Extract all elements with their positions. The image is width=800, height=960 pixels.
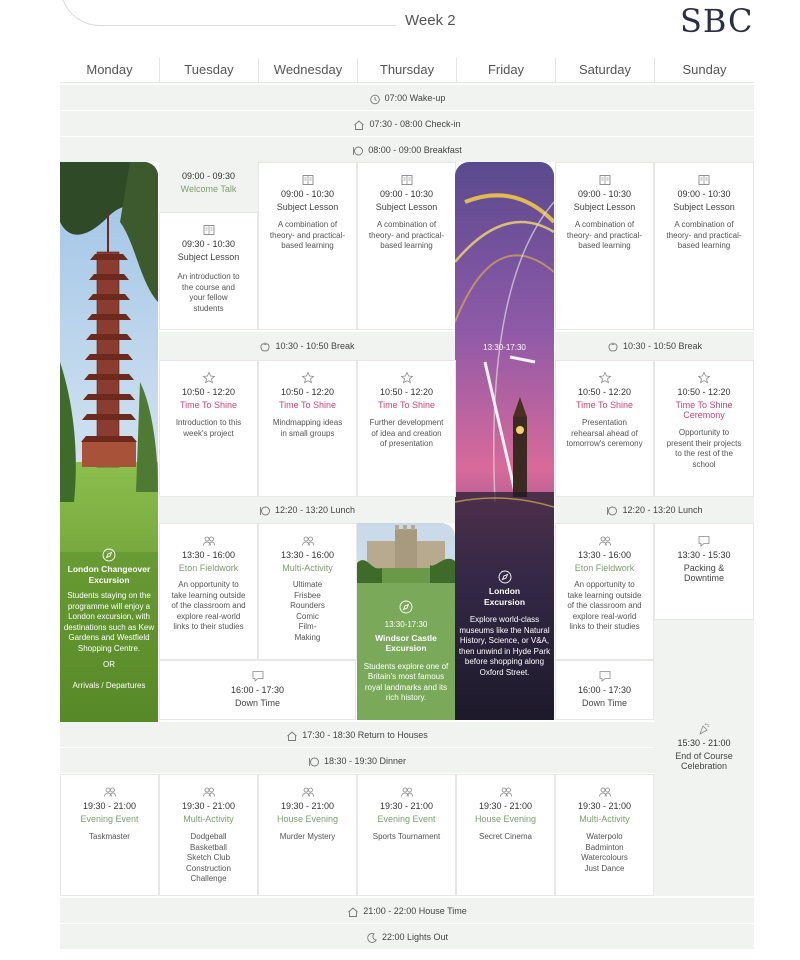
lesson-time: 09:00 - 10:30 <box>379 189 434 199</box>
windsor-time: 13:30-17:30 <box>384 620 428 629</box>
plate-icon <box>606 505 618 517</box>
compass-icon <box>399 600 413 614</box>
book-icon <box>202 223 216 237</box>
evening-time: 19:30 - 21:00 <box>379 801 434 811</box>
evening-desc: Waterpolo Badminton Watercolours Just Dance <box>581 832 628 873</box>
house-icon <box>347 906 359 918</box>
header-divider <box>60 82 754 83</box>
eton-desc: An opportunity to take learning outside of the classroom and explore real-world links to their studies <box>567 580 642 631</box>
evening-time: 19:30 - 21:00 <box>280 801 335 811</box>
windsor-desc: Students explore one of Britain's most famous royal landmarks and its rich history. <box>363 661 449 702</box>
band-lunch-left <box>159 497 455 523</box>
group-icon <box>202 785 216 799</box>
lesson-title: Subject Lesson <box>673 202 735 212</box>
sunday-end-of-course <box>654 620 754 896</box>
shine-title: Time To Shine <box>179 400 238 410</box>
evening-title: House Evening <box>276 814 339 824</box>
plate-icon <box>308 756 320 768</box>
eton-desc: An opportunity to take learning outside of the classroom and explore real-world links to their studies <box>171 580 246 631</box>
group-icon <box>103 785 117 799</box>
celebration-icon <box>697 722 711 736</box>
monday-excursion-title: London Changeover Excursion <box>67 564 151 585</box>
evening-time: 19:30 - 21:00 <box>181 801 236 811</box>
group-icon <box>499 785 513 799</box>
tuesday-evening <box>159 774 258 896</box>
band-break-left <box>159 332 455 360</box>
star-icon <box>400 371 414 385</box>
evening-title: Evening Event <box>377 814 436 824</box>
london-title: London Excursion <box>483 586 526 607</box>
wed-afternoon-desc: Ultimate Frisbee Rounders Comic Film-Making <box>290 580 325 642</box>
house-icon <box>286 730 298 742</box>
band-check-in-text: 07:30 - 08:00 Check-in <box>369 119 461 129</box>
monday-or: OR <box>103 660 115 669</box>
shine-time: 10:50 - 12:20 <box>181 387 236 397</box>
eton-title: Eton Fieldwork <box>574 563 635 573</box>
packing-time: 13:30 - 15:30 <box>677 550 731 560</box>
shine-time: 10:50 - 12:20 <box>677 387 731 397</box>
lesson-title: Subject Lesson <box>573 202 636 212</box>
book-icon <box>697 173 711 187</box>
monday-arrivals: Arrivals / Departures <box>72 680 146 690</box>
saturday-evening <box>555 774 654 896</box>
evening-time: 19:30 - 21:00 <box>478 801 533 811</box>
band-break-right-text: 10:30 - 10:50 Break <box>622 341 703 351</box>
band-lights-out-text: 22:00 Lights Out <box>381 932 449 942</box>
tuesday-eton-fieldwork <box>159 523 258 660</box>
saturday-time-to-shine <box>555 360 654 497</box>
evening-title: Evening Event <box>80 814 139 824</box>
day-monday: Monday <box>86 62 133 77</box>
shine-desc: Presentation rehearsal ahead of tomorrow's ceremony <box>566 418 643 448</box>
wed-afternoon-title: Multi-Activity <box>282 563 333 573</box>
eton-time: 13:30 - 16:00 <box>181 550 236 560</box>
alarm-clock-icon <box>369 93 381 105</box>
evening-desc: Sports Tournament <box>372 832 441 841</box>
downtime-time: 16:00 - 17:30 <box>230 685 285 695</box>
monday-excursion-desc: Students staying on the programme will enjoy a London excursion, with destinations such as Kew Gardens and Westfield Shopping Centre. <box>63 591 155 653</box>
compass-icon <box>498 570 512 584</box>
saturday-subject-lesson <box>555 162 654 330</box>
downtime-title: Down Time <box>581 698 627 708</box>
apple-icon <box>607 341 619 353</box>
band-check-in <box>60 111 754 137</box>
thursday-windsor <box>359 600 453 704</box>
group-icon <box>598 534 612 548</box>
shine-desc: Further development of idea and creation of presentation <box>369 418 444 448</box>
evening-desc: Taskmaster <box>89 832 130 841</box>
sunday-packing <box>654 523 754 620</box>
lesson-title: Subject Lesson <box>375 202 438 212</box>
band-breakfast-text: 08:00 - 09:00 Breakfast <box>368 145 462 155</box>
lesson-desc: A combination of theory- and practical-based learning <box>368 220 445 250</box>
lesson-time: 09:00 - 10:30 <box>677 189 731 199</box>
wednesday-multi-activity <box>258 523 357 660</box>
day-tuesday: Tuesday <box>159 58 258 82</box>
welcome-title: Welcome Talk <box>180 184 237 194</box>
shine-time: 10:50 - 12:20 <box>280 387 335 397</box>
evening-desc: Murder Mystery <box>279 832 336 841</box>
group-icon <box>202 534 216 548</box>
day-friday: Friday <box>456 58 555 82</box>
lesson-time: 09:00 - 10:30 <box>280 189 335 199</box>
group-icon <box>301 534 315 548</box>
band-lunch-right-text: 12:20 - 13:20 Lunch <box>622 505 703 515</box>
group-icon <box>301 785 315 799</box>
book-icon <box>400 173 414 187</box>
header-decoration <box>60 0 396 26</box>
sunday-time-to-shine <box>654 360 754 497</box>
wednesday-evening <box>258 774 357 896</box>
plate-icon <box>352 145 364 157</box>
chat-icon <box>251 669 265 683</box>
moon-icon <box>366 932 378 944</box>
downtime-title: Down Time <box>234 698 280 708</box>
sunday-subject-lesson <box>654 162 754 330</box>
band-house-time-text: 21:00 - 22:00 House Time <box>363 906 467 916</box>
friday-time: 13:30-17:30 <box>483 343 526 352</box>
band-lunch-left-text: 12:20 - 13:20 Lunch <box>274 505 356 515</box>
wed-afternoon-time: 13:30 - 16:00 <box>280 550 335 560</box>
day-sunday: Sunday <box>654 58 754 82</box>
band-lunch-right <box>555 497 754 523</box>
lesson-desc: A combination of theory- and practical-based learning <box>269 220 346 250</box>
sbc-logo: SBC <box>680 2 754 40</box>
saturday-eton-fieldwork <box>555 523 654 660</box>
band-return-text: 17:30 - 18:30 Return to Houses <box>302 730 428 740</box>
band-break-right <box>555 332 754 360</box>
shine-title: Time To Shine <box>377 400 436 410</box>
shine-title: Time To Shine <box>575 400 634 410</box>
plate-icon <box>259 505 271 517</box>
band-break-left-text: 10:30 - 10:50 Break <box>275 341 355 351</box>
shine-title: Time To Shine <box>278 400 337 410</box>
downtime-time: 16:00 - 17:30 <box>577 685 632 695</box>
london-desc: Explore world-class museums like the Natural History, Science, or V&A, then unwind in Hyde Park before shopping along Oxford Street. <box>458 615 551 677</box>
eton-title: Eton Fieldwork <box>178 563 239 573</box>
shine-desc: Mindmapping ideas in small groups <box>272 418 343 438</box>
tue-lesson-time: 09:30 - 10:30 <box>181 239 236 249</box>
welcome-time: 09:00 - 09:30 <box>181 171 236 181</box>
packing-title: Packing & Downtime <box>683 563 725 583</box>
band-dinner-text: 18:30 - 19:30 Dinner <box>323 756 407 766</box>
end-course-time: 15:30 - 21:00 <box>677 738 731 748</box>
star-icon <box>697 371 711 385</box>
band-return-houses <box>60 722 654 748</box>
band-lights-out <box>60 924 754 950</box>
chat-icon <box>598 669 612 683</box>
lesson-time: 09:00 - 10:30 <box>577 189 632 199</box>
chat-icon <box>697 534 711 548</box>
shine-title: Time To Shine Ceremony <box>675 400 733 420</box>
lesson-desc: A combination of theory- and practical-based learning <box>566 220 643 250</box>
down-time-saturday <box>555 660 654 720</box>
day-wednesday: Wednesday <box>258 58 357 82</box>
shine-time: 10:50 - 12:20 <box>577 387 632 397</box>
tuesday-welcome-talk <box>159 162 258 212</box>
group-icon <box>598 785 612 799</box>
monday-evening <box>60 774 159 896</box>
band-wake-up <box>60 85 754 111</box>
book-icon <box>301 173 315 187</box>
evening-title: House Evening <box>474 814 537 824</box>
tuesday-subject-lesson <box>159 212 258 330</box>
shine-time: 10:50 - 12:20 <box>379 387 434 397</box>
down-time-tue-wed <box>159 660 356 720</box>
eton-time: 13:30 - 16:00 <box>577 550 632 560</box>
lesson-title: Subject Lesson <box>276 202 339 212</box>
shine-desc: Introduction to this week's project <box>175 418 242 438</box>
week-label: Week 2 <box>405 12 456 29</box>
evening-time: 19:30 - 21:00 <box>577 801 632 811</box>
house-icon <box>353 119 365 131</box>
lesson-desc: A combination of theory- and practical-based learning <box>666 220 742 250</box>
apple-icon <box>259 341 271 353</box>
shine-desc: Opportunity to present their projects to the rest of the school <box>666 428 742 469</box>
thursday-evening <box>357 774 456 896</box>
day-thursday: Thursday <box>357 58 456 82</box>
evening-desc: Dodgeball Basketball Sketch Club Construction Challenge <box>186 832 231 883</box>
band-breakfast <box>60 137 754 163</box>
tue-lesson-desc: An introduction to the course and your fellow students <box>177 272 240 313</box>
star-icon <box>301 371 315 385</box>
day-saturday: Saturday <box>555 58 654 82</box>
monday-excursion <box>62 548 156 691</box>
friday-evening <box>456 774 555 896</box>
star-icon <box>598 371 612 385</box>
evening-desc: Secret Cinema <box>479 832 532 841</box>
evening-time: 19:30 - 21:00 <box>82 801 137 811</box>
star-icon <box>202 371 216 385</box>
tue-lesson-title: Subject Lesson <box>177 252 240 262</box>
group-icon <box>400 785 414 799</box>
wednesday-subject-lesson <box>258 162 357 330</box>
evening-title: Multi-Activity <box>183 814 234 824</box>
compass-icon <box>102 548 116 562</box>
end-course-title: End of Course Celebration <box>675 751 733 771</box>
thursday-subject-lesson <box>357 162 456 330</box>
tuesday-time-to-shine <box>159 360 258 497</box>
band-house-time <box>60 898 754 924</box>
thursday-time-to-shine <box>357 360 456 497</box>
windsor-title: Windsor Castle Excursion <box>375 632 437 653</box>
book-icon <box>598 173 612 187</box>
wednesday-time-to-shine <box>258 360 357 497</box>
band-dinner <box>60 748 654 774</box>
band-wake-up-text: 07:00 Wake-up <box>384 93 446 103</box>
friday-london-excursion <box>458 570 551 678</box>
evening-title: Multi-Activity <box>579 814 630 824</box>
